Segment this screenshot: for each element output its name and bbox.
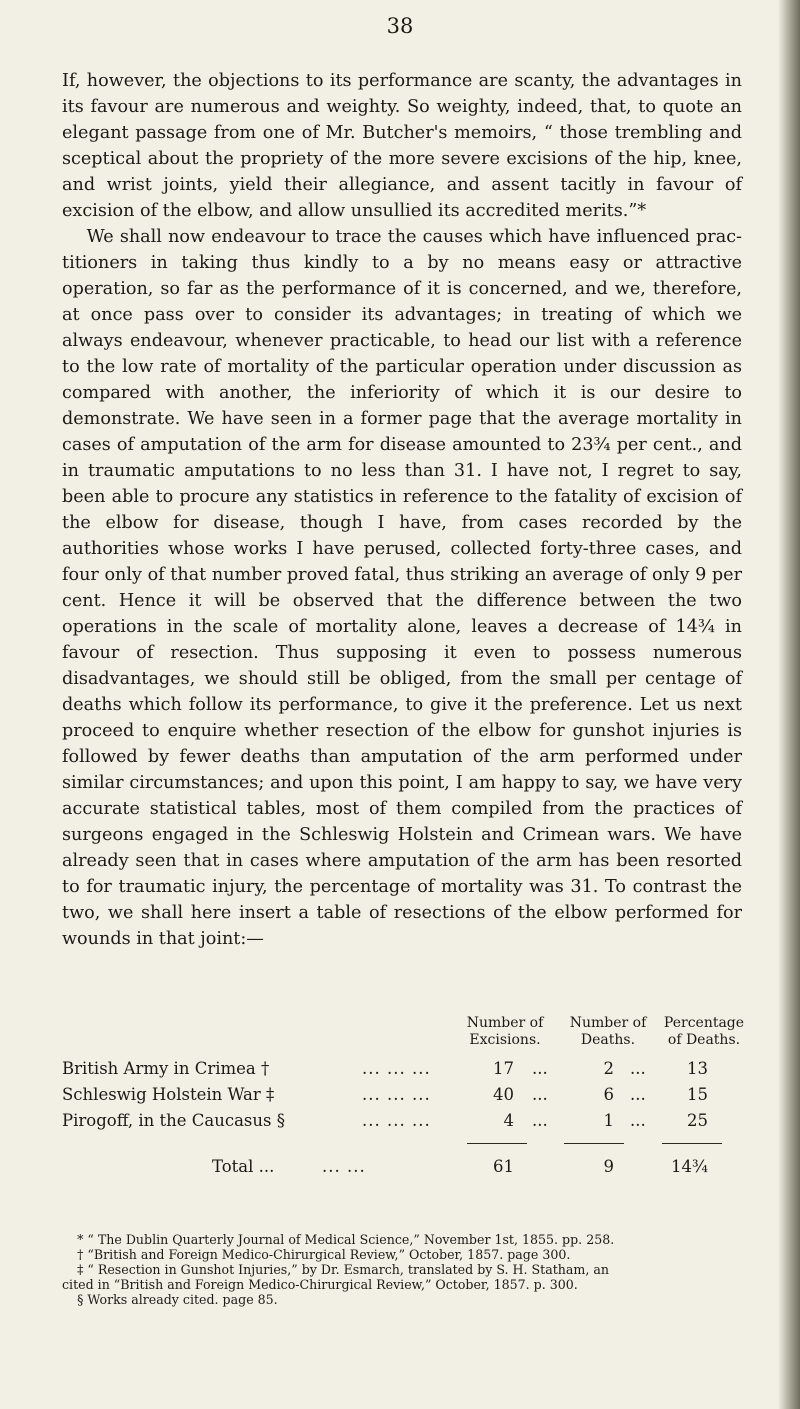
row-label: British Army in Crimea † bbox=[62, 1059, 270, 1078]
paragraph: If, however, the objections to its performance are scanty, the advantages in its favour are numerous and weighty. So weighty, indeed, that, to quote an elegant passage from one of Mr. Butcher's memoirs, “ those trembling and sceptical about the propriety of the more severe excisions of the hip, knee, and wrist joints, yield their allegiance, and assent tacitly in favour of excision of the elbow, and allow unsullied its accredited merits.”* bbox=[62, 71, 742, 221]
excisions-value: 17 bbox=[493, 1059, 514, 1078]
total-percentage: 14¾ bbox=[671, 1157, 708, 1176]
total-deaths: 9 bbox=[603, 1157, 614, 1176]
sum-rule bbox=[564, 1143, 624, 1144]
leader-dots: ... bbox=[532, 1111, 548, 1130]
footnotes bbox=[62, 1232, 752, 1307]
percentage-value: 15 bbox=[687, 1085, 708, 1104]
table-row bbox=[62, 1111, 752, 1135]
leader-dots: ... ... ... bbox=[362, 1111, 431, 1130]
row-label: Pirogoff, in the Caucasus § bbox=[62, 1111, 285, 1130]
page-edge-shadow bbox=[778, 0, 800, 1409]
body-text bbox=[62, 68, 742, 952]
leader-dots: ... bbox=[630, 1111, 646, 1130]
leader-dots: ... ... ... bbox=[362, 1085, 431, 1104]
leader-dots: ... bbox=[630, 1059, 646, 1078]
sum-rule bbox=[662, 1143, 722, 1144]
leader-dots: ... bbox=[532, 1085, 548, 1104]
paragraph: We shall now endeavour to trace the causes which have influenced prac-titioners in taking thus kindly to a by no means easy or attractive operation, so far as the performance of it is concerned, and we, therefore, at once pass over to consider its advantages; in treating of which we always endeavour, whenever practicable, to head our list with a reference to the low rate of mortality of the particular operation under discussion as compared with another, the inferiority of which it is our desire to demonstrate. We have seen in a former page that the average mortality in cases of amputation of the arm for disease amounted to 23¾ per cent., and in traumatic amputations to no less than 31. I have not, I regret to say, been able to procure any statistics in reference to the fatality of excision of the elbow for disease, though I have, from cases recorded by the authorities whose works I have perused, collected forty-three cases, and four only of that number proved fatal, thus striking an average of only 9 per cent. Hence it will be observed that the difference between the two operations in the scale of mortality alone, leaves a decrease of 14¾ in favour of resection. Thus supposing it even to possess numerous disadvantages, we should still be obliged, from the small per centage of deaths which follow its performance, to give it the preference. Let us next proceed to enquire whether resection of the elbow for gunshot injuries is followed by fewer deaths than amputation of the arm performed under similar circumstances; and upon this point, I am happy to say, we have very accurate statistical tables, most of them compiled from the practices of surgeons engaged in the Schleswig Holstein and Crimean wars. We have already seen that in cases where amputation of the arm has been resorted to for traumatic injury, the percentage of mortality was 31. To contrast the two, we shall here insert a table of resections of the elbow performed for wounds in that joint:— bbox=[62, 227, 742, 949]
table-row bbox=[62, 1085, 752, 1109]
deaths-value: 6 bbox=[603, 1085, 614, 1104]
row-label: Schleswig Holstein War ‡ bbox=[62, 1085, 275, 1104]
footnote: § Works already cited. page 85. bbox=[77, 1292, 278, 1307]
total-label: Total ... bbox=[212, 1157, 275, 1176]
footnote: * “ The Dublin Quarterly Journal of Medical Science,” November 1st, 1855. pp. 258. bbox=[77, 1232, 615, 1247]
excisions-value: 40 bbox=[493, 1085, 514, 1104]
table-row bbox=[62, 1059, 752, 1083]
header-percentage: Percentage of Deaths. bbox=[663, 1015, 745, 1048]
leader-dots: ... ... bbox=[322, 1157, 366, 1176]
sum-rule bbox=[467, 1143, 527, 1144]
excisions-value: 4 bbox=[503, 1111, 514, 1130]
percentage-value: 13 bbox=[687, 1059, 708, 1078]
header-deaths: Number of Deaths. bbox=[569, 1015, 647, 1048]
footnote: ‡ “ Resection in Gunshot Injuries,” by Dr. Esmarch, translated by S. H. Statham, an bbox=[77, 1262, 609, 1277]
total-row bbox=[62, 1157, 752, 1181]
footnote: † “British and Foreign Medico-Chirurgical Review,” October, 1857. page 300. bbox=[77, 1247, 571, 1262]
footnote: cited in “British and Foreign Medico-Chirurgical Review,” October, 1857. p. 300. bbox=[62, 1277, 578, 1292]
percentage-value: 25 bbox=[687, 1111, 708, 1130]
header-excisions: Number of Excisions. bbox=[466, 1015, 544, 1048]
leader-dots: ... bbox=[532, 1059, 548, 1078]
leader-dots: ... ... ... bbox=[362, 1059, 431, 1078]
deaths-value: 2 bbox=[603, 1059, 614, 1078]
page-number: 38 bbox=[386, 14, 414, 38]
deaths-value: 1 bbox=[603, 1111, 614, 1130]
leader-dots: ... bbox=[630, 1085, 646, 1104]
total-excisions: 61 bbox=[493, 1157, 514, 1176]
